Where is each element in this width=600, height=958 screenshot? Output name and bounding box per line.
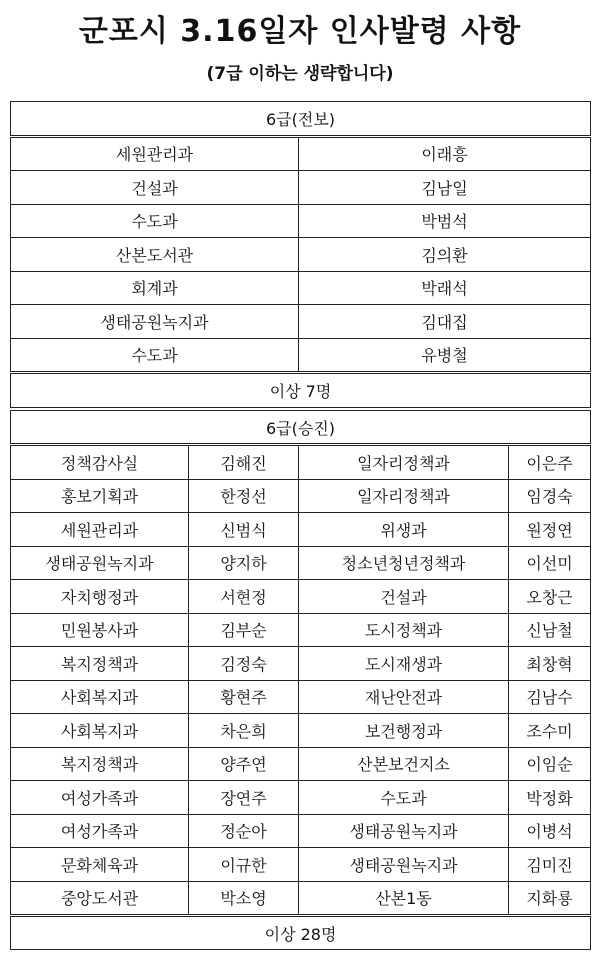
- name-cell: 김대집: [299, 305, 591, 339]
- name-cell: 박범석: [299, 204, 591, 238]
- table-row: [11, 445, 591, 480]
- department-cell: 복지정책과: [11, 647, 189, 681]
- department-cell: 사회복지과: [11, 680, 189, 714]
- table-row: [11, 338, 591, 373]
- table-row: [11, 513, 591, 547]
- document-title: 군포시 3.16일자 인사발령 사항: [78, 14, 522, 49]
- department-cell: 재난안전과: [299, 680, 509, 714]
- document-subtitle: (7급 이하는 생략합니다): [206, 64, 394, 84]
- name-cell: 정순아: [189, 814, 299, 848]
- section-header: 6급(승진): [11, 411, 591, 445]
- department-cell: 생태공원녹지과: [299, 848, 509, 882]
- name-cell: 박래석: [299, 271, 591, 305]
- name-cell: 이은주: [509, 445, 591, 480]
- table-row: [11, 204, 591, 238]
- department-cell: 수도과: [11, 338, 299, 373]
- name-cell: 김의환: [299, 238, 591, 272]
- department-cell: 정책감사실: [11, 445, 189, 480]
- name-cell: 김부순: [189, 613, 299, 647]
- department-cell: 사회복지과: [11, 714, 189, 748]
- department-cell: 일자리정책과: [299, 445, 509, 480]
- table-row: [11, 714, 591, 748]
- name-cell: 조수미: [509, 714, 591, 748]
- department-cell: 보건행정과: [299, 714, 509, 748]
- table-row: [11, 881, 591, 916]
- name-cell: 오창근: [509, 580, 591, 614]
- name-cell: 김남수: [509, 680, 591, 714]
- table-row: [11, 781, 591, 815]
- department-cell: 회계과: [11, 271, 299, 305]
- department-cell: 건설과: [299, 580, 509, 614]
- name-cell: 황현주: [189, 680, 299, 714]
- table-row: [11, 580, 591, 614]
- table-row: [11, 814, 591, 848]
- name-cell: 박소영: [189, 881, 299, 916]
- name-cell: 지화룡: [509, 881, 591, 916]
- department-cell: 수도과: [11, 204, 299, 238]
- name-cell: 한정선: [189, 479, 299, 513]
- department-cell: 세원관리과: [11, 513, 189, 547]
- table-row: [11, 546, 591, 580]
- name-cell: 신남철: [509, 613, 591, 647]
- table-row: [11, 271, 591, 305]
- table-row: [11, 747, 591, 781]
- name-cell: 최창혁: [509, 647, 591, 681]
- name-cell: 장연주: [189, 781, 299, 815]
- table-row: [11, 680, 591, 714]
- department-cell: 건설과: [11, 171, 299, 205]
- name-cell: 이래흥: [299, 136, 591, 171]
- department-cell: 산본도서관: [11, 238, 299, 272]
- department-cell: 수도과: [299, 781, 509, 815]
- table-row: [11, 238, 591, 272]
- name-cell: 원정연: [509, 513, 591, 547]
- name-cell: 김해진: [189, 445, 299, 480]
- name-cell: 김미진: [509, 848, 591, 882]
- table-row: [11, 136, 591, 171]
- table-row: [11, 647, 591, 681]
- department-cell: 도시정책과: [299, 613, 509, 647]
- name-cell: 임경숙: [509, 479, 591, 513]
- name-cell: 차은희: [189, 714, 299, 748]
- promotion-table: [10, 410, 591, 950]
- name-cell: 김정숙: [189, 647, 299, 681]
- department-cell: 여성가족과: [11, 781, 189, 815]
- department-cell: 중앙도서관: [11, 881, 189, 916]
- department-cell: 위생과: [299, 513, 509, 547]
- name-cell: 신범식: [189, 513, 299, 547]
- department-cell: 생태공원녹지과: [11, 305, 299, 339]
- table-footer-row: [11, 373, 591, 408]
- name-cell: 이임순: [509, 747, 591, 781]
- name-cell: 양주연: [189, 747, 299, 781]
- department-cell: 산본보건지소: [299, 747, 509, 781]
- department-cell: 청소년청년정책과: [299, 546, 509, 580]
- department-cell: 일자리정책과: [299, 479, 509, 513]
- name-cell: 양지하: [189, 546, 299, 580]
- department-cell: 복지정책과: [11, 747, 189, 781]
- department-cell: 세원관리과: [11, 136, 299, 171]
- section-total: 이상 7명: [11, 373, 591, 408]
- name-cell: 이병석: [509, 814, 591, 848]
- department-cell: 여성가족과: [11, 814, 189, 848]
- department-cell: 문화체육과: [11, 848, 189, 882]
- table-row: [11, 305, 591, 339]
- department-cell: 민원봉사과: [11, 613, 189, 647]
- table-header-row: [11, 411, 591, 445]
- department-cell: 도시재생과: [299, 647, 509, 681]
- table-header-row: [11, 102, 591, 137]
- department-cell: 자치행정과: [11, 580, 189, 614]
- name-cell: 김남일: [299, 171, 591, 205]
- department-cell: 생태공원녹지과: [11, 546, 189, 580]
- table-row: [11, 171, 591, 205]
- name-cell: 박정화: [509, 781, 591, 815]
- name-cell: 유병철: [299, 338, 591, 373]
- department-cell: 홍보기획과: [11, 479, 189, 513]
- table-row: [11, 479, 591, 513]
- table-row: [11, 613, 591, 647]
- name-cell: 서현정: [189, 580, 299, 614]
- section-total: 이상 28명: [11, 916, 591, 950]
- name-cell: 이선미: [509, 546, 591, 580]
- department-cell: 생태공원녹지과: [299, 814, 509, 848]
- department-cell: 산본1동: [299, 881, 509, 916]
- section-header: 6급(전보): [11, 102, 591, 137]
- table-row: [11, 848, 591, 882]
- name-cell: 이규한: [189, 848, 299, 882]
- transfer-table: [10, 101, 591, 408]
- table-footer-row: [11, 916, 591, 950]
